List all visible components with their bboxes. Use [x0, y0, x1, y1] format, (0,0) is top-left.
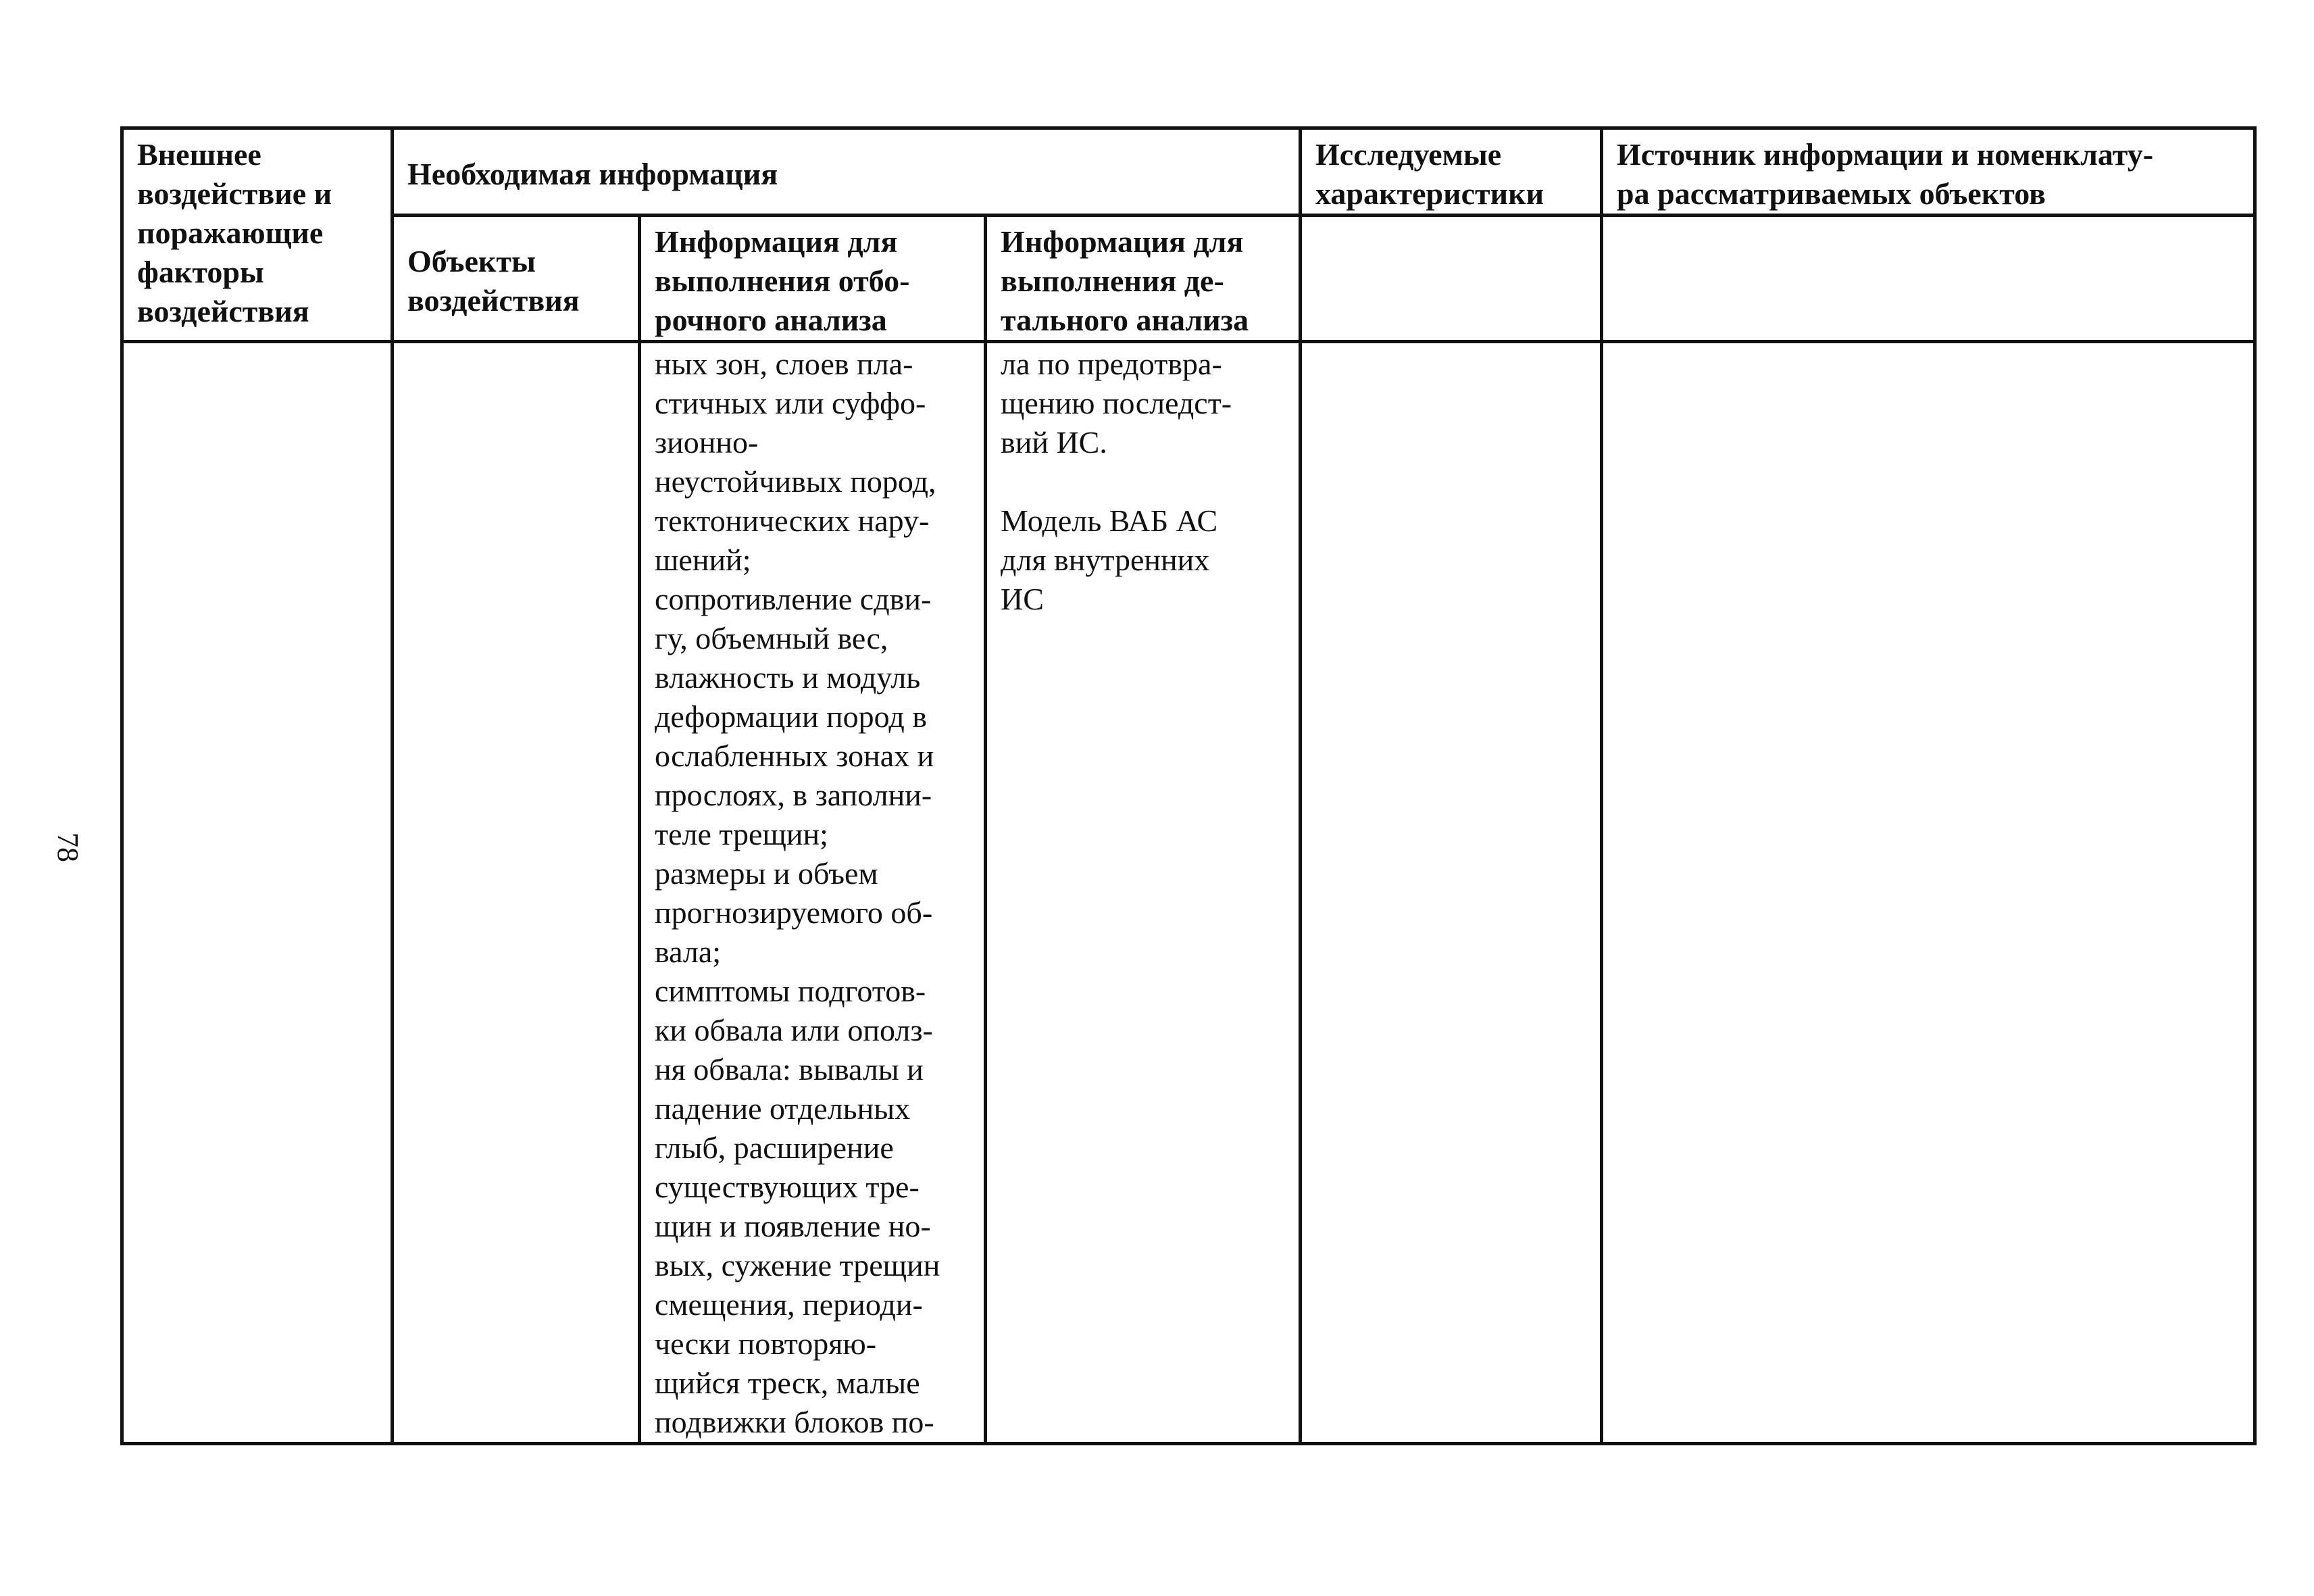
requirements-table [120, 126, 2257, 1445]
body-text-line: глыб, расширение [655, 1130, 894, 1165]
header-impact-objects-line: Объекты [407, 244, 536, 278]
body-external-impact-cell [122, 342, 393, 1444]
header-impact-objects [393, 216, 640, 342]
header-detailed-info [986, 216, 1301, 342]
body-text-line: ла по предотвра- [1001, 347, 1222, 381]
header-detailed-info-line: выполнения де- [1001, 264, 1224, 298]
header-external-impact-line: воздействие и [137, 176, 332, 211]
body-text-line: подвижки блоков по- [655, 1405, 934, 1439]
body-text-line: стичных или суффо- [655, 386, 926, 420]
body-text-line: щин и появление но- [655, 1209, 931, 1243]
body-text-line: щийся треск, малые [655, 1366, 920, 1400]
header-external-impact [122, 128, 393, 342]
body-text-line: ня обвала: вывалы и [655, 1052, 924, 1087]
paragraph-gap [1001, 462, 1285, 501]
body-text-line: зионно- [655, 425, 759, 459]
body-text-line: теле трещин; [655, 817, 828, 851]
body-text-line: сопротивление сдви- [655, 582, 932, 616]
body-text-line: вала; [655, 934, 722, 969]
header-characteristics-line: Исследуемые [1315, 137, 1502, 172]
body-text-line: гу, объемный вес, [655, 621, 888, 655]
header-external-impact-line: поражающие [137, 216, 324, 250]
header-info-source-line: ра рассматриваемых объектов [1617, 176, 2046, 211]
header-screening-info-line: выполнения отбо- [655, 264, 910, 298]
body-text-line: деформации пород в [655, 699, 927, 734]
body-text-line: вий ИС. [1001, 425, 1107, 459]
body-text-line: размеры и объем [655, 856, 878, 891]
body-text-line: прогнозируемого об- [655, 895, 933, 930]
body-text-line: падение отдельных [655, 1091, 911, 1126]
page-number: 78 [51, 832, 84, 862]
header-external-impact-line: факторы [137, 255, 264, 289]
header-screening-info-line: Информация для [655, 224, 898, 259]
header-needed-info [393, 128, 1301, 216]
body-text-line: тектонических нару- [655, 503, 930, 538]
header-external-impact-line: воздействия [137, 294, 309, 328]
body-characteristics-cell [1301, 342, 1602, 1444]
header-detailed-info-line: тального анализа [1001, 303, 1249, 337]
body-text-line: симптомы подготов- [655, 974, 926, 1008]
body-screening-info-cell [640, 342, 986, 1444]
body-impact-objects-cell [393, 342, 640, 1444]
body-text-line: смещения, периоди- [655, 1287, 923, 1322]
header-info-source-line: Источник информации и номенклату- [1617, 137, 2154, 172]
body-text-line: шений; [655, 543, 751, 577]
header-detailed-info-line: Информация для [1001, 224, 1244, 259]
body-detailed-info-cell [986, 342, 1301, 1444]
header-screening-info [640, 216, 986, 342]
body-text-line: для внутренних [1001, 543, 1210, 577]
body-text-line: ИС [1001, 582, 1044, 616]
header-screening-info-line: рочного анализа [655, 303, 887, 337]
body-text-line: прослоях, в заполни- [655, 778, 932, 812]
body-text-line: существующих тре- [655, 1170, 920, 1204]
body-text-line: вых, сужение трещин [655, 1248, 940, 1282]
body-info-source-cell [1602, 342, 2255, 1444]
header-characteristics-empty [1301, 216, 1602, 342]
header-needed-info-label: Необходимая информация [407, 157, 778, 191]
header-info-source-empty [1602, 216, 2255, 342]
body-text-line: ных зон, слоев пла- [655, 347, 913, 381]
body-text-line: неустойчивых пород, [655, 464, 936, 499]
header-info-source [1602, 128, 2255, 216]
body-text-line: щению последст- [1001, 386, 1232, 420]
header-impact-objects-line: воздействия [407, 283, 580, 318]
body-text-line: ки обвала или ополз- [655, 1013, 933, 1047]
header-external-impact-line: Внешнее [137, 137, 261, 172]
body-text-line: Модель ВАБ АС [1001, 503, 1218, 538]
body-text-line: чески повторяю- [655, 1326, 877, 1361]
body-text-line: влажность и модуль [655, 660, 921, 695]
header-characteristics [1301, 128, 1602, 216]
header-characteristics-line: характеристики [1315, 176, 1544, 211]
body-text-line: ослабленных зонах и [655, 739, 934, 773]
